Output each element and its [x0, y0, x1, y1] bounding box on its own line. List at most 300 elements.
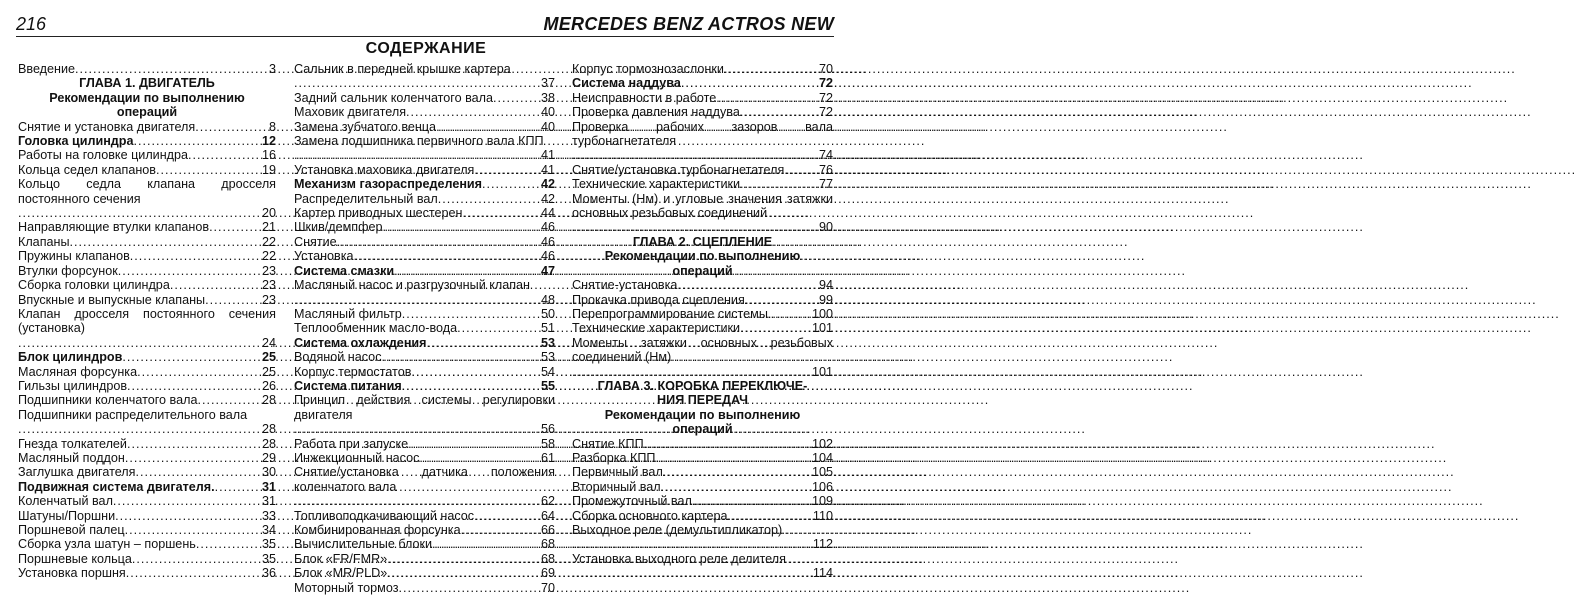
- toc-entry-page: 23: [261, 263, 276, 278]
- dot-leader: [474, 163, 540, 177]
- toc-entry: [572, 105, 833, 119]
- dot-leader: [18, 206, 261, 220]
- toc-entry-title: Разборка КПП: [572, 450, 656, 465]
- dot-leader: [681, 76, 818, 90]
- toc-entry: [572, 480, 833, 494]
- toc-entry-title: Система охлаждения: [294, 335, 427, 350]
- toc-entry-title: Сборка головки цилиндра: [18, 278, 170, 293]
- toc-entry-title: Картер приводных шестерен: [294, 206, 463, 221]
- toc-entry-title: Система наддува: [572, 76, 681, 91]
- toc-entry-title: Установка: [294, 249, 354, 264]
- toc-entry: [572, 62, 833, 76]
- dot-leader: [294, 293, 540, 307]
- toc-entry-page: 8: [268, 119, 276, 134]
- toc-entry-title: Масляный фильтр: [294, 306, 402, 321]
- toc-entry-title: Система питания: [294, 378, 402, 393]
- toc-entry-title: Перепрограммирование системы: [572, 306, 768, 321]
- toc-entry-page: 33: [261, 508, 276, 523]
- toc-entry-page: 94: [818, 278, 833, 293]
- toc-entry-page: 34: [261, 523, 276, 537]
- dot-leader: [461, 523, 540, 537]
- toc-entry-page: 35: [261, 537, 276, 552]
- toc-entry-page: 109: [811, 494, 833, 509]
- toc-entry: [18, 465, 276, 479]
- toc-entry-title: Корпус тормознозаслонки: [572, 62, 724, 76]
- toc-entry-title: Гнезда толкателей: [18, 436, 127, 451]
- toc-entry-title: Шкив/демпфер: [294, 220, 383, 235]
- dot-leader: [337, 235, 540, 249]
- toc-section-entry: [572, 76, 833, 90]
- toc-entry-title: Установка выходного реле делителя: [572, 551, 786, 566]
- toc-entry-title: Клапаны: [18, 234, 70, 249]
- toc-entry-page: 105: [811, 465, 833, 480]
- toc-entry: [294, 235, 555, 249]
- toc-entry-page: 106: [811, 479, 833, 494]
- toc-entry-title: Заглушка двигателя: [18, 465, 136, 480]
- toc-entry-page: 25: [261, 364, 276, 379]
- toc-entry-title: Корпус термостатов: [294, 364, 412, 379]
- toc-entry-page: 22: [261, 249, 276, 264]
- toc-entry-page: 46: [540, 234, 555, 249]
- dot-leader: [784, 163, 818, 177]
- toc-entry-page: 68: [540, 551, 555, 566]
- dot-leader: [436, 120, 540, 134]
- dot-leader: [382, 220, 540, 234]
- toc-entry: [18, 278, 276, 292]
- toc-entry-end: [18, 206, 276, 220]
- toc-entry-page: 69: [540, 566, 555, 581]
- toc-entry-page: 16: [261, 148, 276, 163]
- toc-entry: [572, 177, 833, 191]
- toc-entry-title: Пружины клапанов: [18, 249, 130, 264]
- toc-entry-title: Гильзы цилиндров: [18, 378, 128, 393]
- toc-section-entry: [294, 264, 555, 278]
- dot-leader: [122, 350, 261, 364]
- toc-entry-title: Моменты затяжки основных резьбовых соединений (Нм): [572, 335, 833, 365]
- toc-entry: [18, 379, 276, 393]
- toc-entry: [18, 264, 276, 278]
- toc-section-entry: [294, 379, 555, 393]
- toc-entry-page: 36: [261, 566, 276, 581]
- toc-entry: [572, 293, 833, 307]
- toc-entry-title: Поршневой палец: [18, 523, 125, 537]
- toc-entry-title: Задний сальник коленчатого вала: [294, 90, 494, 105]
- dot-leader: [740, 105, 818, 119]
- toc-entry-end: [18, 422, 276, 436]
- toc-section-entry: [18, 480, 276, 494]
- toc-entry: [18, 220, 276, 234]
- dot-leader: [740, 321, 811, 335]
- dot-leader: [438, 192, 540, 206]
- toc-entry: [572, 494, 833, 508]
- toc-column-2: [294, 62, 555, 595]
- toc-entry-end: [572, 537, 833, 551]
- toc-entry-page: 47: [540, 263, 555, 278]
- toc-entry-end: [294, 148, 555, 162]
- dot-leader: [135, 465, 261, 479]
- page-number: 216: [16, 14, 47, 34]
- toc-entry-title: Подшипники коленчатого вала: [18, 393, 198, 408]
- dot-leader: [661, 480, 811, 494]
- toc-entry: [294, 249, 555, 263]
- toc-entry-page: 104: [811, 450, 833, 465]
- toc-entry-title: Механизм газораспределения: [294, 177, 483, 192]
- dot-leader: [462, 206, 540, 220]
- toc-entry-title: Маховик двигателя: [294, 105, 407, 120]
- toc-section-entry: [18, 350, 276, 364]
- toc-entry-title: Головка цилиндра: [18, 134, 134, 149]
- toc-entry-title: Кольца седел клапанов: [18, 162, 156, 177]
- section-heading: операций: [672, 263, 733, 278]
- toc-entry: [294, 220, 555, 234]
- toc-entry-page: 110: [812, 508, 833, 523]
- toc-entry-page: 101: [811, 364, 833, 379]
- toc-entry-page: 28: [261, 422, 276, 437]
- toc-entry-title: Вторичный вал: [572, 479, 661, 494]
- toc-entry-page: 46: [540, 220, 555, 235]
- dot-leader: [127, 437, 261, 451]
- dot-leader: [482, 177, 540, 191]
- dot-leader: [408, 437, 540, 451]
- toc-entry-title: Водяной насос: [294, 350, 382, 365]
- dot-leader: [387, 566, 540, 580]
- toc-entry: [18, 566, 276, 580]
- toc-entry-page: 26: [261, 378, 276, 393]
- toc-entry: [18, 235, 276, 249]
- toc-entry-end: [294, 494, 555, 508]
- toc-entry: [294, 321, 555, 335]
- dot-leader: [474, 509, 540, 523]
- chapter-heading: ГЛАВА 2. СЦЕПЛЕНИЕ: [632, 234, 773, 249]
- toc-entry: [18, 451, 276, 465]
- toc-title: СОДЕРЖАНИЕ: [365, 40, 487, 57]
- toc-entry-page: 31: [261, 494, 276, 509]
- toc-entry: [18, 537, 276, 551]
- toc-entry-page: 51: [540, 321, 555, 336]
- dot-leader: [572, 365, 811, 379]
- toc-entry-title: Масляная форсунка: [18, 364, 138, 379]
- dot-leader: [493, 91, 540, 105]
- dot-leader: [18, 336, 261, 350]
- dot-leader: [745, 293, 818, 307]
- toc-entry: [572, 163, 833, 177]
- toc-entry-title: Сборка узла шатун – поршень: [18, 537, 196, 552]
- toc-entry-page: 66: [540, 523, 555, 537]
- dot-leader: [130, 249, 261, 263]
- toc-entry-page: 56: [540, 422, 555, 437]
- toc-entry-title: Неисправности в работе: [572, 90, 717, 105]
- toc-entry-title: Комбинированная форсунка: [294, 523, 461, 537]
- toc-entry-title: Моменты (Нм) и угловые значения затяжки основных резьбовых соединений: [572, 191, 833, 221]
- section-heading: Рекомендации по выполнению: [49, 90, 245, 105]
- toc-entry-page: 25: [261, 350, 276, 365]
- toc-entry-page: 50: [540, 306, 555, 321]
- toc-entry: [294, 91, 555, 105]
- toc-entry: [294, 307, 555, 321]
- toc-entry-title: Сборка основного картера: [572, 508, 728, 523]
- dot-leader: [125, 523, 261, 537]
- dot-leader: [127, 379, 261, 393]
- toc-entry-page: 35: [261, 551, 276, 566]
- dot-leader: [134, 134, 261, 148]
- toc-entry-page: 40: [540, 119, 555, 134]
- toc-entry-title: Инжекционный насос: [294, 450, 420, 465]
- dot-leader: [419, 451, 540, 465]
- toc-entry-page: 72: [818, 76, 833, 91]
- toc-entry-page: 42: [540, 191, 555, 206]
- toc-entry-end: [572, 148, 833, 162]
- toc-entry: [18, 509, 276, 523]
- toc-entry-page: 102: [811, 436, 833, 451]
- dot-leader: [572, 220, 818, 234]
- toc-entry-page: 12: [261, 134, 276, 149]
- dot-leader: [398, 581, 540, 595]
- toc-column-3: [572, 62, 833, 581]
- toc-entry: [18, 148, 276, 162]
- toc-entry-page: 3: [268, 62, 276, 76]
- toc-entry-title: Направляющие втулки клапанов: [18, 220, 210, 235]
- dot-leader: [402, 379, 540, 393]
- toc-entry-title: Клапан дросселя постоянного сечения (установка): [18, 306, 276, 336]
- toc-entry-page: 48: [540, 292, 555, 307]
- toc-entry-title: Впускные и выпускные клапаны: [18, 292, 206, 307]
- toc-entry-page: 112: [812, 537, 833, 552]
- toc-entry-title: Введение: [18, 62, 76, 76]
- toc-entry-page: 28: [261, 436, 276, 451]
- running-title: MERCEDES BENZ ACTROS NEW: [543, 14, 834, 34]
- section-heading: Рекомендации по выполнению: [604, 249, 801, 264]
- toc-entry-title: Установка поршня: [18, 566, 126, 581]
- toc-entry-title: Первичный вал: [572, 465, 663, 480]
- toc-entry-title: Снятие: [294, 234, 337, 249]
- toc-entry-page: 114: [812, 566, 833, 581]
- toc-entry-title: Технические характеристики: [572, 321, 741, 336]
- toc-entry-end: [18, 336, 276, 350]
- toc-entry-title: Кольцо седла клапана дросселя постоянного сечения: [18, 177, 276, 206]
- dot-leader: [382, 350, 540, 364]
- toc-entry-page: 40: [540, 105, 555, 120]
- toc-entry-page: 76: [818, 162, 833, 177]
- toc-entry-title: Вычислительные блоки: [294, 537, 433, 552]
- dot-leader: [115, 509, 261, 523]
- toc-entry-title: Установка маховика двигателя: [294, 162, 475, 177]
- dot-leader: [677, 278, 818, 292]
- toc-entry: [572, 437, 833, 451]
- dot-leader: [215, 480, 261, 494]
- toc-entry-title: Масляный поддон: [18, 450, 125, 465]
- toc-entry: [18, 552, 276, 566]
- toc-entry-page: 23: [261, 278, 276, 293]
- dot-leader: [411, 365, 540, 379]
- dot-leader: [402, 307, 540, 321]
- toc-entry-end: [294, 422, 555, 436]
- dot-leader: [205, 293, 261, 307]
- toc-entry-page: 29: [261, 450, 276, 465]
- toc-entry-page: 58: [540, 436, 555, 451]
- dot-leader: [716, 91, 818, 105]
- toc-entry-page: 90: [818, 220, 833, 235]
- toc-entry: [294, 537, 555, 551]
- chapter-heading: НИЯ ПЕРЕДАЧ: [657, 393, 748, 408]
- toc-section-entry: [294, 336, 555, 350]
- toc-entry-title: Выходное реле (демультипликатор): [572, 523, 783, 537]
- toc-entry-title: Снятие/установка датчика положения коленчатого вала: [294, 465, 555, 494]
- toc-entry: [18, 437, 276, 451]
- toc-entry: [572, 465, 833, 479]
- toc-entry: [572, 91, 833, 105]
- toc-entry: [294, 192, 555, 206]
- dot-leader: [572, 537, 812, 551]
- toc-entry: [294, 509, 555, 523]
- toc-entry-page: 21: [261, 220, 276, 235]
- toc-entry-page: 99: [818, 292, 833, 307]
- toc-entry: [18, 62, 276, 76]
- toc-entry: [572, 451, 833, 465]
- toc-entry-end: [572, 566, 833, 580]
- dot-leader: [728, 509, 812, 523]
- dot-leader: [572, 566, 812, 580]
- toc-entry: [294, 206, 555, 220]
- dot-leader: [768, 307, 811, 321]
- dot-leader: [18, 422, 261, 436]
- toc-entry-page: 24: [261, 335, 276, 350]
- toc-entry-title: Подвижная система двигателя.: [18, 479, 215, 494]
- dot-leader: [170, 278, 261, 292]
- toc-entry-page: 64: [540, 508, 555, 523]
- toc-entry: [294, 523, 555, 537]
- dot-leader: [113, 494, 261, 508]
- toc-entry-page: 53: [540, 350, 555, 365]
- dot-leader: [740, 177, 818, 191]
- toc-entry-title: Замена зубчатого венца: [294, 119, 437, 134]
- toc-entry-end: [572, 365, 833, 379]
- toc-entry-page: 77: [818, 177, 833, 192]
- toc-entry-title: Проверка рабочих зазоров вала турбонагнетателя: [572, 119, 833, 149]
- dot-leader: [137, 365, 261, 379]
- toc-entry-page: 68: [540, 537, 555, 552]
- toc-entry-title: Работа при запуске: [294, 436, 409, 451]
- toc-entry-title: Блок «MR/PLD»: [294, 566, 388, 581]
- toc-entry-page: 53: [540, 335, 555, 350]
- dot-leader: [126, 566, 261, 580]
- dot-leader: [188, 148, 261, 162]
- toc-entry: [18, 393, 276, 407]
- dot-leader: [387, 552, 540, 566]
- toc-entry-title: Блок «FR/FMR»: [294, 551, 388, 566]
- toc-entry: [572, 321, 833, 335]
- toc-entry-page: 30: [261, 465, 276, 480]
- toc-entry-page: 41: [540, 162, 555, 177]
- dot-leader: [209, 220, 261, 234]
- toc-entry-title: Топливоподкачивающий насос: [294, 508, 475, 523]
- dot-leader: [572, 148, 818, 162]
- toc-entry-title: Распределительный вал: [294, 191, 438, 206]
- dot-leader: [432, 537, 540, 551]
- toc-entry: [18, 249, 276, 263]
- dot-leader: [724, 62, 818, 76]
- dot-leader: [197, 393, 261, 407]
- dot-leader: [457, 321, 540, 335]
- running-header: [16, 13, 834, 37]
- toc-entry-page: 28: [261, 393, 276, 408]
- toc-column-1: [18, 62, 276, 581]
- toc-entry-page: 70: [818, 62, 833, 76]
- toc-entry-page: 46: [540, 249, 555, 264]
- toc-entry: [294, 451, 555, 465]
- toc-entry-title: Сальник в передней крышке картера: [294, 62, 511, 76]
- chapter-heading: ГЛАВА 1. ДВИГАТЕЛЬ: [79, 76, 215, 91]
- toc-entry-end: [572, 220, 833, 234]
- toc-entry-title: Втулки форсунок: [18, 263, 118, 278]
- toc-entry-title: Подшипники распределительного вала: [18, 407, 248, 422]
- dot-leader: [663, 465, 811, 479]
- toc-entry-page: 22: [261, 234, 276, 249]
- toc-section-entry: [18, 134, 276, 148]
- dot-leader: [354, 249, 540, 263]
- toc-entry: [294, 581, 555, 595]
- toc-entry-page: 20: [261, 206, 276, 221]
- toc-entry-title: Принцип действия системы регулировки двигателя: [294, 393, 555, 422]
- dot-leader: [156, 163, 261, 177]
- toc-entry-title: Система смазки: [294, 263, 395, 278]
- toc-entry: [18, 494, 276, 508]
- dot-leader: [132, 552, 261, 566]
- toc-entry-page: 74: [818, 148, 833, 163]
- toc-entry-end: [294, 293, 555, 307]
- dot-leader: [294, 422, 540, 436]
- dot-leader: [294, 148, 540, 162]
- toc-entry-title: Промежуточный вал: [572, 494, 692, 509]
- dot-leader: [75, 62, 268, 76]
- toc-entry-title: Теплообменник масло-вода: [294, 321, 458, 336]
- toc-entry: [18, 163, 276, 177]
- toc-entry-end: [294, 76, 555, 90]
- section-heading: операций: [672, 422, 733, 437]
- toc-entry: [294, 163, 555, 177]
- toc-entry-page: 41: [540, 148, 555, 163]
- dot-leader: [655, 451, 811, 465]
- section-heading: операций: [116, 105, 178, 120]
- toc-entry: [572, 278, 833, 292]
- toc-entry: [572, 307, 833, 321]
- dot-leader: [125, 451, 261, 465]
- toc-entry-title: Масляный насос и разгрузочный клапан: [294, 278, 531, 293]
- toc-entry-title: Блок цилиндров: [18, 350, 123, 365]
- toc-entry-page: 31: [261, 479, 276, 494]
- toc-entry: [294, 120, 555, 134]
- toc-entry-page: 55: [540, 378, 555, 393]
- toc-entry: [294, 105, 555, 119]
- toc-entry-title: Технические характеристики: [572, 177, 741, 192]
- toc-entry-title: Снятие-установка: [572, 278, 678, 293]
- toc-entry: [572, 509, 833, 523]
- toc-entry-title: Шатуны/Поршни: [18, 508, 116, 523]
- toc-entry-title: Работы на головке цилиндра: [18, 148, 189, 163]
- toc-entry-page: 23: [261, 292, 276, 307]
- toc-entry-page: 101: [811, 321, 833, 336]
- toc-entry-title: Снятие КПП: [572, 436, 644, 451]
- toc-entry-title: Проверка давления наддува: [572, 105, 740, 120]
- toc-entry-page: 61: [540, 450, 555, 465]
- dot-leader: [70, 235, 261, 249]
- toc-entry: [294, 350, 555, 364]
- dot-leader: [294, 494, 540, 508]
- toc-entry-page: 38: [540, 90, 555, 105]
- toc-entry-page: 19: [261, 162, 276, 177]
- toc-entry-page: 72: [818, 90, 833, 105]
- toc-section-entry: [294, 177, 555, 191]
- toc-entry: [294, 566, 555, 580]
